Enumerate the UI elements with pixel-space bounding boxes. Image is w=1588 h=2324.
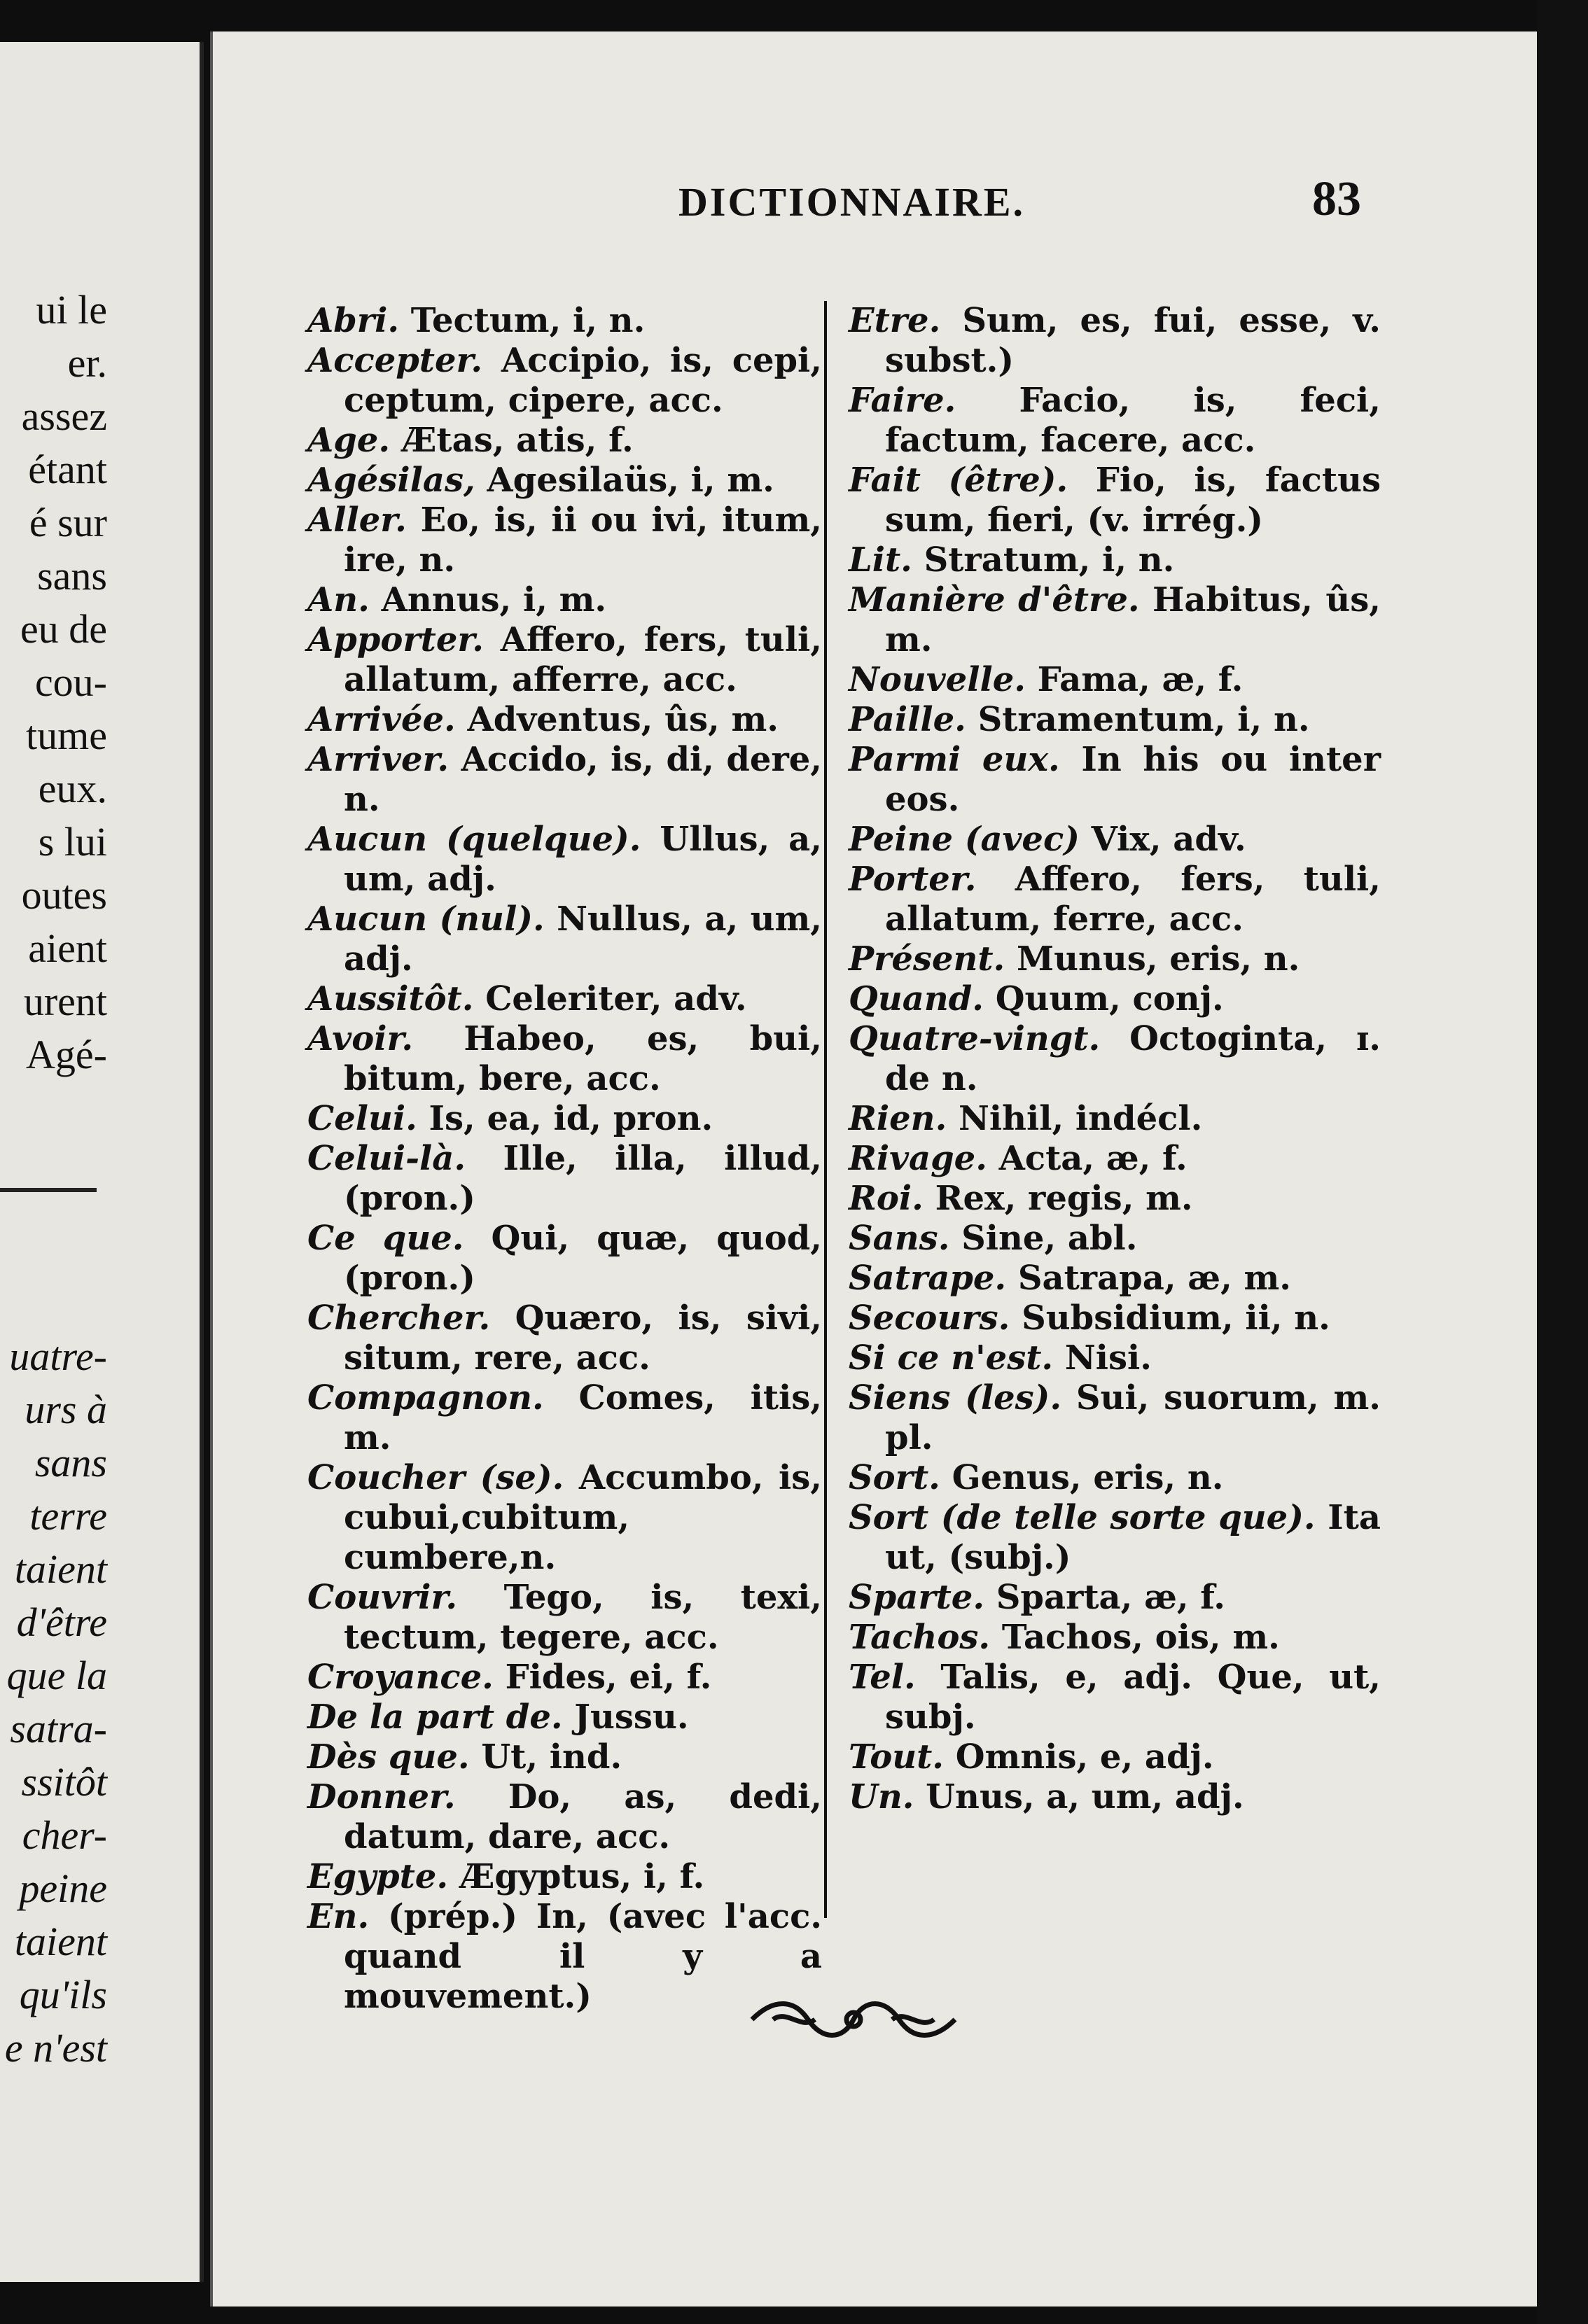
entry-definition: Nisi. bbox=[1053, 1338, 1152, 1378]
dictionary-entry bbox=[849, 1777, 1381, 1817]
entry-definition: Fio, is, factus sum, fieri, (v. irrég.) bbox=[885, 461, 1381, 540]
dictionary-entry bbox=[849, 1019, 1381, 1099]
entry-headword: Sort (de telle sorte que). bbox=[849, 1498, 1316, 1537]
dictionary-entry bbox=[307, 500, 822, 580]
entry-definition: Comes, itis, m. bbox=[344, 1378, 822, 1457]
dictionary-entry bbox=[849, 461, 1381, 540]
entry-definition: Rex, regis, m. bbox=[923, 1179, 1193, 1218]
previous-page-line: sans bbox=[37, 553, 107, 598]
dictionary-entry bbox=[849, 1259, 1381, 1298]
entry-headword: Un. bbox=[849, 1777, 914, 1816]
dictionary-entry bbox=[307, 1737, 822, 1777]
dictionary-entry bbox=[849, 381, 1381, 461]
entry-definition: Quum, conj. bbox=[983, 979, 1224, 1018]
entry-headword: Accepter. bbox=[307, 341, 483, 380]
entry-headword: Abri. bbox=[307, 301, 400, 340]
entry-definition: Nullus, a, um, adj. bbox=[344, 899, 823, 979]
previous-page-line: taient bbox=[14, 1546, 107, 1592]
previous-page-line: ui le bbox=[36, 287, 107, 332]
entry-headword: Nouvelle. bbox=[849, 660, 1026, 699]
previous-page-line: tume bbox=[26, 713, 107, 758]
entry-definition: Do, as, dedi, datum, dare, acc. bbox=[344, 1777, 822, 1856]
entry-headword: Tachos. bbox=[849, 1618, 991, 1657]
entry-headword: Tout. bbox=[849, 1737, 945, 1777]
entry-definition: Tego, is, texi, tectum, tegere, acc. bbox=[344, 1578, 822, 1657]
dictionary-entry bbox=[307, 1298, 822, 1378]
dictionary-entry bbox=[849, 820, 1381, 860]
entry-headword: Lit. bbox=[849, 540, 912, 580]
dictionary-entry bbox=[307, 979, 822, 1019]
dictionary-entry bbox=[307, 580, 822, 620]
entry-headword: Chercher. bbox=[307, 1298, 491, 1338]
page-edge bbox=[1537, 0, 1588, 2324]
previous-page-line: uatre- bbox=[9, 1334, 107, 1379]
page-number: 83 bbox=[1312, 172, 1361, 226]
entry-definition: Habitus, ûs, m. bbox=[885, 580, 1381, 659]
entry-definition: Subsidium, ii, n. bbox=[1010, 1298, 1330, 1338]
previous-page-line: é sur bbox=[29, 500, 107, 545]
entry-headword: Siens (les). bbox=[849, 1378, 1062, 1418]
entry-definition: Tectum, i, n. bbox=[399, 301, 646, 340]
dictionary-page bbox=[210, 31, 1547, 2306]
entry-headword: Dès que. bbox=[307, 1737, 470, 1777]
entry-headword: Sans. bbox=[849, 1219, 950, 1258]
dictionary-entry bbox=[307, 1219, 822, 1298]
dictionary-entry bbox=[307, 341, 822, 421]
entry-headword: Arrivée. bbox=[307, 700, 456, 739]
left-column bbox=[307, 301, 822, 2017]
entry-definition: Ætas, atis, f. bbox=[390, 421, 634, 460]
dictionary-entry bbox=[849, 700, 1381, 740]
previous-page-text-bottom bbox=[0, 1330, 200, 2075]
previous-page-line: eux. bbox=[38, 766, 107, 811]
dictionary-entry bbox=[849, 1737, 1381, 1777]
dictionary-entry bbox=[849, 860, 1381, 939]
entry-definition: Quæro, is, sivi, situm, rere, acc. bbox=[344, 1298, 822, 1378]
dictionary-entry bbox=[849, 301, 1381, 381]
entry-headword: Coucher (se). bbox=[307, 1458, 564, 1497]
entry-definition: Affero, fers, tuli, allatum, ferre, acc. bbox=[885, 860, 1381, 939]
entry-definition: Omnis, e, adj. bbox=[944, 1737, 1214, 1777]
dictionary-entry bbox=[849, 939, 1381, 979]
entry-definition: Unus, a, um, adj. bbox=[914, 1777, 1244, 1816]
entry-headword: Aller. bbox=[307, 500, 407, 540]
entry-definition: Munus, eris, n. bbox=[1005, 939, 1300, 979]
dictionary-entry bbox=[849, 1498, 1381, 1578]
previous-page-line: ssitôt bbox=[21, 1759, 107, 1805]
dictionary-entry bbox=[307, 740, 822, 820]
dictionary-entry bbox=[849, 979, 1381, 1019]
previous-page-line: étant bbox=[28, 447, 107, 492]
entry-headword: An. bbox=[307, 580, 370, 620]
entry-definition: Adventus, ûs, m. bbox=[455, 700, 779, 739]
entry-headword: Parmi eux. bbox=[849, 740, 1060, 779]
entry-headword: Aucun (nul). bbox=[307, 899, 545, 939]
entry-definition: Tachos, ois, m. bbox=[990, 1618, 1280, 1657]
entry-definition: Satrapa, æ, m. bbox=[1006, 1259, 1291, 1298]
entry-definition: Celeriter, adv. bbox=[473, 979, 747, 1018]
entry-definition: (prép.) In, (avec l'acc. quand il y a mouvement.) bbox=[344, 1897, 822, 2016]
previous-page-line: qu'ils bbox=[19, 1972, 107, 2017]
entry-definition: Talis, e, adj. Que, ut, subj. bbox=[885, 1658, 1381, 1737]
entry-definition: Ægyptus, i, f. bbox=[448, 1857, 705, 1896]
dictionary-entry bbox=[307, 1458, 822, 1578]
previous-page-line: d'être bbox=[16, 1600, 107, 1645]
previous-page-line: satra- bbox=[10, 1706, 107, 1751]
entry-headword: Présent. bbox=[849, 939, 1005, 979]
dictionary-entry bbox=[307, 700, 822, 740]
entry-definition: Nihil, indécl. bbox=[947, 1099, 1203, 1138]
entry-headword: Agésilas, bbox=[307, 461, 475, 500]
entry-definition: Genus, eris, n. bbox=[940, 1458, 1224, 1497]
entry-headword: Ce que. bbox=[307, 1219, 464, 1258]
entry-definition: Sine, abl. bbox=[949, 1219, 1138, 1258]
dictionary-entry bbox=[849, 740, 1381, 820]
dictionary-entry bbox=[307, 1578, 822, 1658]
dictionary-entry bbox=[307, 1857, 822, 1897]
entry-headword: Sparte. bbox=[849, 1578, 985, 1617]
entry-headword: Compagnon. bbox=[307, 1378, 544, 1418]
entry-definition: Agesilaüs, i, m. bbox=[475, 461, 774, 500]
dictionary-entry bbox=[849, 1458, 1381, 1498]
previous-page-line: urent bbox=[23, 979, 107, 1024]
entry-definition: Fama, æ, f. bbox=[1025, 660, 1244, 699]
entry-definition: Accido, is, di, dere, n. bbox=[344, 740, 822, 819]
previous-page-line: urs à bbox=[25, 1387, 107, 1432]
entry-definition: Ullus, a, um, adj. bbox=[344, 820, 822, 899]
dictionary-entry bbox=[307, 899, 822, 979]
entry-definition: Ille, illa, illud, (pron.) bbox=[344, 1139, 822, 1218]
previous-page-line: eu de bbox=[20, 606, 107, 652]
previous-page-line: outes bbox=[21, 872, 107, 918]
previous-page-line: e n'est bbox=[4, 2025, 107, 2071]
entry-definition: Accipio, is, cepi, ceptum, cipere, acc. bbox=[344, 341, 822, 420]
dictionary-entry bbox=[849, 1618, 1381, 1658]
entry-headword: Secours. bbox=[849, 1298, 1010, 1338]
entry-headword: Quand. bbox=[849, 979, 984, 1018]
previous-page-line: sans bbox=[34, 1440, 107, 1485]
entry-headword: Manière d'être. bbox=[849, 580, 1140, 620]
dictionary-entry bbox=[849, 1139, 1381, 1179]
entry-headword: Tel. bbox=[849, 1658, 916, 1697]
running-head: DICTIONNAIRE. bbox=[678, 179, 1026, 225]
entry-headword: Paille. bbox=[849, 700, 966, 739]
previous-page-line: cou- bbox=[34, 659, 107, 705]
entry-definition: Jussu. bbox=[562, 1698, 689, 1737]
entry-definition: Eo, is, ii ou ivi, itum, ire, n. bbox=[344, 500, 822, 580]
column-rule bbox=[824, 301, 827, 1918]
entry-headword: Sort. bbox=[849, 1458, 940, 1497]
previous-page-line: s lui bbox=[38, 819, 107, 864]
previous-page-line: Agé- bbox=[26, 1032, 107, 1077]
entry-definition: Habeo, es, bui, bitum, bere, acc. bbox=[344, 1019, 822, 1098]
entry-definition: Facio, is, feci, factum, facere, acc. bbox=[885, 381, 1381, 460]
entry-definition: Accumbo, is, cubui,cubitum, cumbere,n. bbox=[344, 1458, 822, 1577]
entry-headword: Croyance. bbox=[307, 1658, 494, 1697]
entry-definition: Stramentum, i, n. bbox=[966, 700, 1310, 739]
previous-page-line: taient bbox=[14, 1919, 107, 1964]
entry-definition: Ut, ind. bbox=[469, 1737, 622, 1777]
entry-definition: Is, ea, id, pron. bbox=[417, 1099, 713, 1138]
ornament-icon bbox=[745, 1995, 962, 2044]
dictionary-entry bbox=[307, 1139, 822, 1219]
entry-definition: Stratum, i, n. bbox=[912, 540, 1175, 580]
dictionary-entry bbox=[849, 660, 1381, 700]
entry-definition: Fides, ei, f. bbox=[493, 1658, 712, 1697]
dictionary-entry bbox=[307, 301, 822, 341]
entry-definition: Sum, es, fui, esse, v. subst.) bbox=[885, 301, 1381, 380]
entry-headword: Donner. bbox=[307, 1777, 456, 1816]
dictionary-entry bbox=[849, 580, 1381, 660]
previous-page-line: assez bbox=[21, 393, 107, 439]
entry-headword: Egypte. bbox=[307, 1857, 449, 1896]
entry-headword: Etre. bbox=[849, 301, 941, 340]
dictionary-entry bbox=[307, 461, 822, 500]
previous-page-text-top bbox=[0, 284, 200, 1082]
entry-headword: En. bbox=[307, 1897, 370, 1936]
dictionary-entry bbox=[849, 1179, 1381, 1219]
entry-definition: Vix, adv. bbox=[1079, 820, 1246, 859]
dictionary-entry bbox=[307, 1777, 822, 1857]
dictionary-entry bbox=[849, 1099, 1381, 1139]
entry-headword: Couvrir. bbox=[307, 1578, 458, 1617]
entry-definition: Acta, æ, f. bbox=[987, 1139, 1187, 1178]
entry-headword: Age. bbox=[307, 421, 391, 460]
entry-definition: Qui, quæ, quod, (pron.) bbox=[344, 1219, 822, 1298]
dictionary-entry bbox=[849, 1658, 1381, 1737]
dictionary-entry bbox=[307, 1019, 822, 1099]
dictionary-entry bbox=[849, 1338, 1381, 1378]
entry-headword: Apporter. bbox=[307, 620, 484, 659]
entry-headword: Roi. bbox=[849, 1179, 924, 1218]
entry-headword: De la part de. bbox=[307, 1698, 563, 1737]
entry-definition: Octoginta, ɪ. de n. bbox=[885, 1019, 1381, 1098]
entry-headword: Rien. bbox=[849, 1099, 947, 1138]
previous-page-line: que la bbox=[6, 1653, 107, 1698]
dictionary-entry bbox=[849, 1578, 1381, 1618]
previous-page-line: terre bbox=[29, 1493, 107, 1539]
entry-headword: Celui-là. bbox=[307, 1139, 466, 1178]
dictionary-entry bbox=[849, 1298, 1381, 1338]
entry-headword: Aucun (quelque). bbox=[307, 820, 641, 859]
entry-headword: Avoir. bbox=[307, 1019, 414, 1058]
entry-headword: Satrape. bbox=[849, 1259, 1007, 1298]
dictionary-entry bbox=[849, 1219, 1381, 1259]
entry-definition: Annus, i, m. bbox=[369, 580, 607, 620]
entry-headword: Fait (être). bbox=[849, 461, 1068, 500]
entry-definition: Sui, suorum, m. pl. bbox=[885, 1378, 1381, 1457]
dictionary-entry bbox=[849, 1378, 1381, 1458]
dictionary-entry bbox=[307, 421, 822, 461]
right-column bbox=[849, 301, 1381, 1817]
dictionary-entry bbox=[307, 1658, 822, 1698]
dictionary-entry bbox=[307, 1378, 822, 1458]
entry-headword: Celui. bbox=[307, 1099, 417, 1138]
entry-definition: Affero, fers, tuli, allatum, afferre, acc. bbox=[344, 620, 822, 699]
entry-headword: Peine (avec) bbox=[849, 820, 1080, 859]
dictionary-entry bbox=[307, 620, 822, 700]
entry-headword: Faire. bbox=[849, 381, 956, 420]
entry-definition: In his ou inter eos. bbox=[885, 740, 1381, 819]
entry-headword: Rivage. bbox=[849, 1139, 987, 1178]
dictionary-entry bbox=[849, 540, 1381, 580]
dictionary-entry bbox=[307, 1698, 822, 1737]
dictionary-entry bbox=[307, 1099, 822, 1139]
previous-page bbox=[0, 42, 204, 2282]
previous-page-line: cher- bbox=[22, 1812, 107, 1858]
entry-headword: Quatre-vingt. bbox=[849, 1019, 1101, 1058]
entry-headword: Porter. bbox=[849, 860, 977, 899]
entry-headword: Aussitôt. bbox=[307, 979, 474, 1018]
previous-page-line: peine bbox=[19, 1865, 107, 1911]
entry-headword: Arriver. bbox=[307, 740, 450, 779]
previous-page-rule bbox=[0, 1188, 97, 1192]
entry-definition: Sparta, æ, f. bbox=[984, 1578, 1225, 1617]
previous-page-line: aient bbox=[28, 925, 107, 971]
previous-page-line: er. bbox=[67, 340, 107, 386]
dictionary-entry bbox=[307, 820, 822, 899]
entry-definition: Ita ut, (subj.) bbox=[885, 1498, 1381, 1577]
entry-headword: Si ce n'est. bbox=[849, 1338, 1054, 1378]
